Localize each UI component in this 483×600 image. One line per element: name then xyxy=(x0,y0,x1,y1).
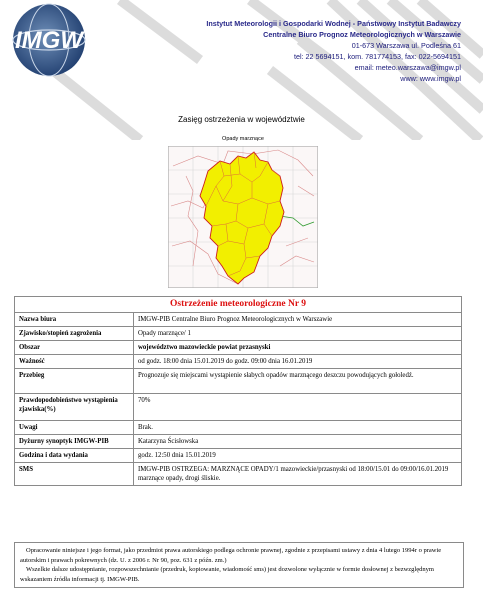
row-value: IMGW-PIB OSTRZEGA: MARZNĄCE OPADY/1 mazowieckie/przasnyski od 18:00/15.01 do 09:00/16.01.2019 marznące opady, drogi śliskie. xyxy=(134,463,462,486)
row-value: od godz. 18:00 dnia 15.01.2019 do godz. 09:00 dnia 16.01.2019 xyxy=(134,355,462,369)
table-row xyxy=(15,313,462,327)
row-value: 70% xyxy=(134,394,462,421)
row-value: województwo mazowieckie powiat przasnyski xyxy=(134,341,462,355)
phone: tel: 22 5694151, kom. 781774153, fax: 022-5694151 xyxy=(293,52,461,61)
row-label: Obszar xyxy=(15,341,134,355)
row-value: Prognozuje się miejscami wystąpienie słabych opadów marznącego deszczu powodujących gołoledź. xyxy=(134,369,462,394)
table-row xyxy=(15,463,462,486)
row-value: Opady marznące/ 1 xyxy=(134,327,462,341)
row-value: IMGW-PIB Centralne Biuro Prognoz Meteorologicznych w Warszawie xyxy=(134,313,462,327)
table-row xyxy=(15,341,462,355)
table-row xyxy=(15,355,462,369)
table-row xyxy=(15,435,462,449)
row-label: Prawdopodobieństwo wystąpienia zjawiska(%) xyxy=(15,394,134,421)
row-label: Nazwa biura xyxy=(15,313,134,327)
email[interactable]: email: meteo.warszawa@imgw.pl xyxy=(354,63,461,72)
logo-text: IMGW xyxy=(15,27,83,54)
warning-heading: Ostrzeżenie meteorologiczne Nr 9 xyxy=(15,297,462,313)
row-value: Katarzyna Ścisłowska xyxy=(134,435,462,449)
table-row xyxy=(15,327,462,341)
header-info xyxy=(206,18,461,84)
row-label: Dyżurny synoptyk IMGW-PIB xyxy=(15,435,134,449)
usage-text: Wszelkie dalsze udostępnianie, rozpowszechnianie (przedruk, kopiowanie, wiadomość sms) jest dozwolone wyłącznie w formie dosłownej z bezwzględnym wskazaniem źródła informacji tj. IMGW-PIB. xyxy=(20,566,434,583)
table-row xyxy=(15,449,462,463)
row-value: godz. 12:50 dnia 15.01.2019 xyxy=(134,449,462,463)
copyright-note xyxy=(14,542,464,588)
page-title: Zasięg ostrzeżenia w województwie xyxy=(178,115,305,124)
institute-name: Instytut Meteorologii i Gospodarki Wodnej - Państwowy Instytut Badawczy xyxy=(206,19,461,28)
address: 01-673 Warszawa ul. Podleśna 61 xyxy=(351,41,461,50)
map-label: Opady marznące xyxy=(222,136,264,142)
bureau-name: Centralne Biuro Prognoz Meteorologicznych w Warszawie xyxy=(263,30,461,39)
row-label: Uwagi xyxy=(15,421,134,435)
table-row xyxy=(15,421,462,435)
row-label: Przebieg xyxy=(15,369,134,394)
warning-table xyxy=(14,296,462,486)
row-label: SMS xyxy=(15,463,134,486)
row-label: Zjawisko/stopień zagrożenia xyxy=(15,327,134,341)
table-row xyxy=(15,369,462,394)
table-row xyxy=(15,394,462,421)
warning-map xyxy=(168,146,318,288)
row-value: Brak. xyxy=(134,421,462,435)
copyright-text: Opracowanie niniejsze i jego format, jako przedmiot prawa autorskiego podlega ochronie prawnej, zgodnie z przepisami ustawy z dnia 4 lutego 1994r o prawie autorskim i prawach pokrewnych (dz. U. z 2006 r. Nr 90, poz. 631 z późn. zm.) xyxy=(20,547,442,564)
row-label: Ważność xyxy=(15,355,134,369)
row-label: Godzina i data wydania xyxy=(15,449,134,463)
imgw-logo xyxy=(4,2,94,78)
website[interactable]: www: www.imgw.pl xyxy=(400,74,461,83)
